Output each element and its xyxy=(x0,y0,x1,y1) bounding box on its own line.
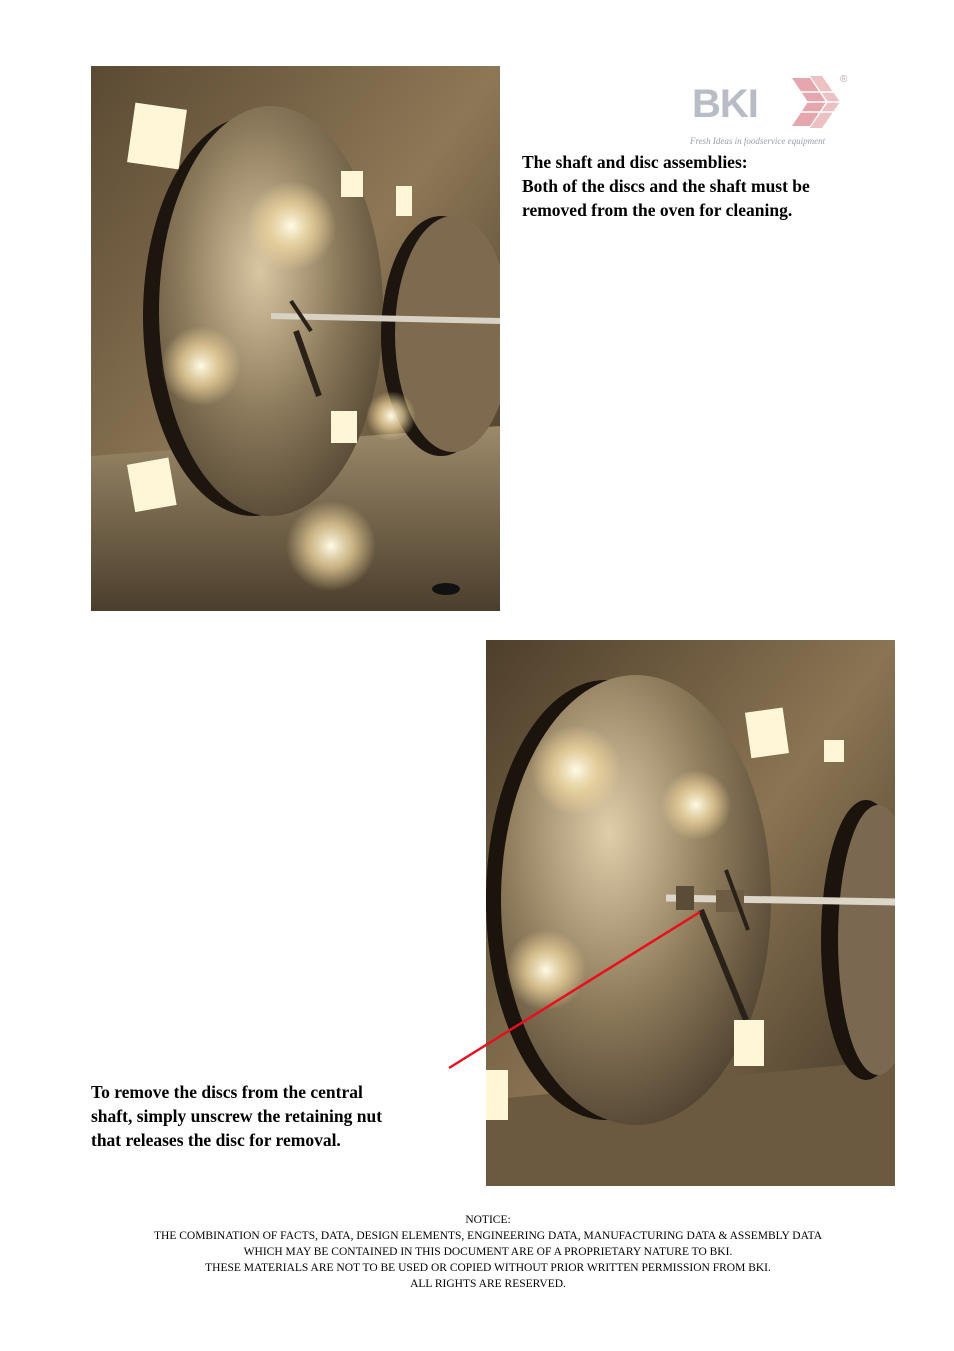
caption-line: To remove the discs from the central xyxy=(91,1082,363,1102)
caption-line: shaft, simply unscrew the retaining nut xyxy=(91,1106,383,1126)
bki-chevron-mark-icon xyxy=(788,72,844,132)
notice-line: ALL RIGHTS ARE RESERVED. xyxy=(410,1278,566,1290)
notice-line: THE COMBINATION OF FACTS, DATA, DESIGN ELEMENTS, ENGINEERING DATA, MANUFACTURING DATA & ASSEMBLY DATA xyxy=(153,1230,823,1242)
notice-line: THESE MATERIALS ARE NOT TO BE USED OR COPIED WITHOUT PRIOR WRITTEN PERMISSION FROM BKI. xyxy=(205,1262,771,1274)
bki-logo-wordmark: BKI xyxy=(692,82,758,126)
registered-mark: ® xyxy=(840,74,848,85)
retaining-nut-image xyxy=(486,640,895,1186)
caption-line: that releases the disc for removal. xyxy=(91,1130,341,1150)
caption-line: Both of the discs and the shaft must be xyxy=(522,176,810,196)
retaining-nut-caption xyxy=(91,1080,471,1152)
oven-disc-photo-bottom xyxy=(486,640,895,1186)
caption-line: The shaft and disc assemblies: xyxy=(522,152,748,172)
notice-heading: NOTICE: xyxy=(465,1214,511,1226)
caption-line: removed from the oven for cleaning. xyxy=(522,200,793,220)
bki-logo xyxy=(688,70,858,150)
oven-interior-image xyxy=(91,66,500,611)
oven-disc-photo-top xyxy=(91,66,500,611)
notice-line: WHICH MAY BE CONTAINED IN THIS DOCUMENT ARE OF A PROPRIETARY NATURE TO BKI. xyxy=(243,1246,733,1258)
bki-tagline: Fresh Ideas in foodservice equipment xyxy=(690,136,826,146)
shaft-disc-caption xyxy=(522,150,902,222)
proprietary-notice xyxy=(40,1212,936,1292)
